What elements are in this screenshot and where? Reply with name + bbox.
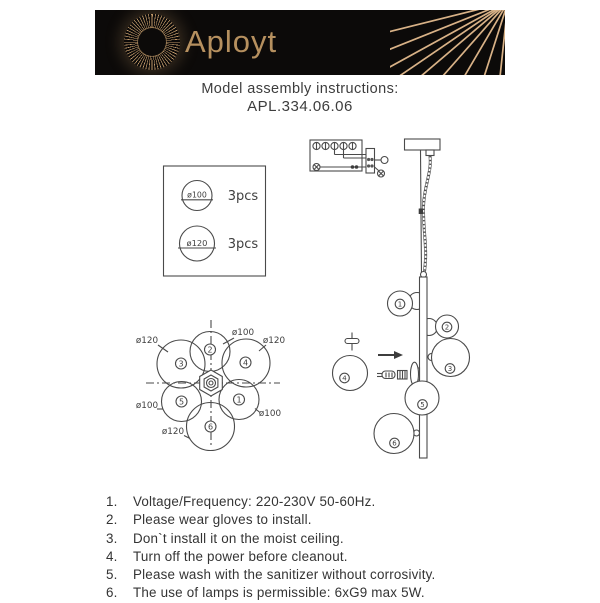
instruction-text: Please wash with the sanitizer without corrosivity. <box>133 567 436 583</box>
tv-num-2: 2 <box>207 345 213 355</box>
dim-100-left: ø100 <box>135 401 159 411</box>
instruction-number: 4. <box>106 548 118 564</box>
dim-100-right: ø100 <box>258 409 282 419</box>
globe-6-number: 6 <box>392 439 397 448</box>
globe-2 <box>436 315 459 338</box>
ceiling-canopy <box>405 139 441 156</box>
dim-120-topright: ø120 <box>262 336 286 346</box>
assembly-arrow-icon <box>378 351 403 359</box>
instructions-list <box>0 493 600 603</box>
pendant-top-view <box>122 316 297 456</box>
cable-stop <box>419 209 423 215</box>
instruction-text: The use of lamps is permissible: 6xG9 max 5W. <box>133 585 425 601</box>
tv-num-3: 3 <box>178 359 184 369</box>
model-number: APL.334.06.06 <box>247 98 353 115</box>
shade-120-qty: 3pcs <box>227 237 259 252</box>
globe-1 <box>388 291 413 316</box>
tv-num-5: 5 <box>178 397 185 407</box>
shade-100-icon <box>181 181 213 211</box>
dim-120-bottom: ø120 <box>161 427 185 437</box>
starburst-core <box>138 28 166 56</box>
threaded-socket-icon <box>398 371 408 380</box>
instruction-item <box>0 584 600 602</box>
instruction-item <box>0 548 600 566</box>
terminal-block-icon <box>366 149 375 174</box>
instruction-text: Don`t install it on the moist ceiling. <box>133 530 344 546</box>
globe-5-number: 5 <box>420 401 425 410</box>
page-title: Model assembly instructions: <box>201 81 399 97</box>
g9-bulb-icon <box>377 371 395 379</box>
pendant-rod <box>420 272 428 459</box>
dim-100-top: ø100 <box>231 328 255 338</box>
brand-name: Aployt <box>185 24 278 59</box>
instruction-text: Turn off the power before cleanout. <box>133 548 348 564</box>
globe-5 <box>405 381 439 415</box>
instruction-item <box>0 530 600 548</box>
suspension-cables <box>419 150 431 278</box>
pendant-side-view <box>300 128 500 468</box>
shade-120-label: ø120 <box>186 237 208 248</box>
tv-num-4: 4 <box>242 358 249 368</box>
instruction-text: Voltage/Frequency: 220-230V 50-60Hz. <box>133 494 376 509</box>
instruction-item <box>0 493 600 511</box>
corner-rays-icon <box>390 10 505 75</box>
instruction-number: 5. <box>106 567 118 583</box>
globe-1-number: 1 <box>397 300 403 309</box>
instruction-text: Please wear gloves to install. <box>133 512 312 528</box>
globe-4-number: 4 <box>342 374 347 383</box>
instruction-number: 2. <box>106 512 118 528</box>
instruction-number: 1. <box>106 494 118 509</box>
globe-4-detached <box>333 356 368 391</box>
brand-banner <box>95 10 505 75</box>
parts-box-diagram <box>158 160 273 282</box>
globe-2-number: 2 <box>444 323 450 332</box>
tv-num-1: 1 <box>236 395 242 405</box>
globe-3-number: 3 <box>447 365 453 374</box>
instruction-number: 3. <box>106 530 118 546</box>
wiring-diagram <box>310 140 388 177</box>
globe-3 <box>432 339 470 377</box>
dim-120-topleft: ø120 <box>135 336 159 346</box>
tv-num-6: 6 <box>207 422 214 432</box>
mounting-pin-icon <box>345 333 359 351</box>
shade-100-label: ø100 <box>187 190 207 200</box>
shade-100-qty: 3pcs <box>227 189 259 204</box>
instruction-number: 6. <box>106 585 118 601</box>
globe-6 <box>374 414 414 454</box>
shade-120-icon <box>178 226 216 261</box>
instruction-item <box>0 566 600 584</box>
instruction-item <box>0 511 600 529</box>
